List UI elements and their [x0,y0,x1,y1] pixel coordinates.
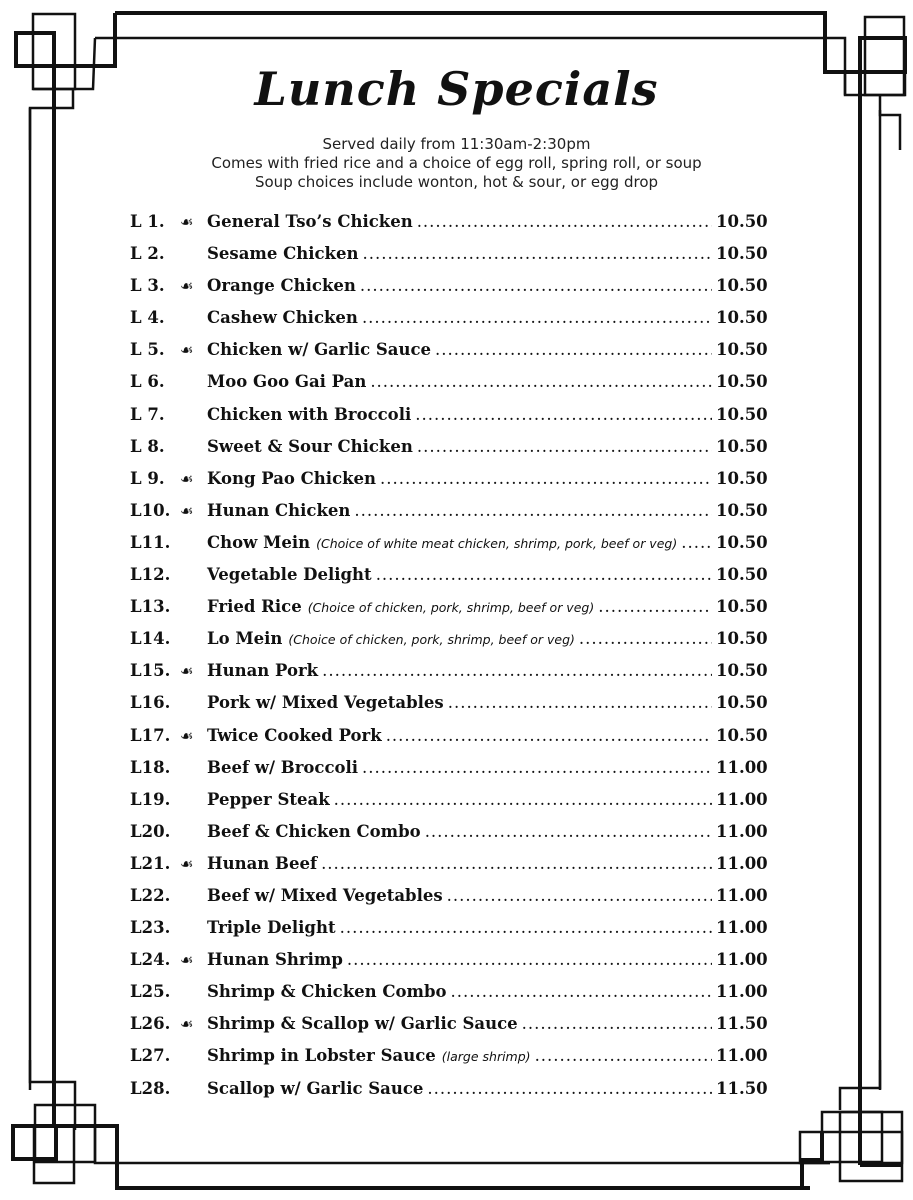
dot-leader [579,629,712,648]
dot-leader [360,276,712,295]
soup-choices-text: Soup choices include wonton, hot & sour, or egg drop [254,173,659,191]
item-code: L 3. [130,276,165,296]
item-price: 10.50 [716,404,768,424]
menu-item [130,1014,766,1046]
dot-leader [340,918,712,937]
menu-item [130,758,766,790]
dot-leader [322,661,712,680]
dot-leader [380,469,712,488]
dot-leader [535,1046,712,1065]
item-price: 10.50 [716,597,768,617]
item-name: Shrimp & Scallop w/ Garlic Sauce [207,1014,518,1034]
item-code: L27. [130,1046,171,1066]
dot-leader [334,790,712,809]
item-note: (Choice of chicken, pork, shrimp, beef or veg) [307,600,595,616]
item-price: 11.00 [716,789,768,809]
item-price: 11.50 [716,1078,768,1098]
menu-item [130,982,766,1014]
item-code: L12. [130,565,171,585]
item-price: 10.50 [716,693,768,713]
menu-item [130,629,766,661]
item-name: Fried Rice [207,597,302,617]
dot-leader [425,822,712,841]
item-note: (Choice of chicken, pork, shrimp, beef or veg) [288,632,575,648]
dot-leader [435,340,712,359]
chili-pepper-icon: ☙ [180,341,194,360]
item-code: L25. [130,982,171,1002]
item-price: 10.50 [716,725,768,745]
item-name: Hunan Shrimp [207,950,343,970]
item-price: 10.50 [716,212,768,231]
menu-item [130,693,766,725]
item-price: 11.00 [716,950,768,970]
item-code: L13. [130,597,171,617]
item-name: Chicken w/ Garlic Sauce [207,340,432,360]
item-code: L 6. [130,372,165,392]
menu-item [130,1046,766,1078]
item-price: 11.00 [716,821,768,841]
menu-item [130,790,766,822]
item-code: L23. [130,918,171,938]
item-code: L26. [130,1014,171,1034]
item-code: L15. [130,661,171,681]
dot-leader [451,982,712,1001]
item-code: L21. [130,853,171,873]
item-name: Sesame Chicken [207,244,359,264]
menu-title: Lunch Specials [254,62,659,116]
item-price: 11.00 [716,853,768,873]
dot-leader [362,244,712,263]
item-code: L 7. [130,404,165,424]
chili-pepper-icon: ☙ [180,854,194,873]
chili-pepper-icon: ☙ [180,277,194,296]
item-code: L18. [130,757,171,777]
item-code: L 2. [130,244,165,264]
item-note: (large shrimp) [441,1049,531,1065]
dot-leader [447,886,712,905]
chili-pepper-icon: ☙ [180,726,194,745]
menu-item [130,565,766,597]
corner-ornament-bottom-left [13,1060,117,1188]
item-name: Beef w/ Mixed Vegetables [207,885,443,905]
dot-leader [415,405,712,424]
dot-leader [417,212,712,231]
dot-leader [598,597,712,616]
item-name: Sweet & Sour Chicken [207,436,413,456]
item-code: L20. [130,821,171,841]
item-price: 10.50 [716,340,768,360]
item-price: 10.50 [716,244,768,264]
item-name: Pepper Steak [207,789,330,809]
item-name: Hunan Beef [207,853,318,873]
chili-pepper-icon: ☙ [180,1015,194,1034]
item-name: Shrimp in Lobster Sauce [207,1046,436,1066]
item-price: 11.00 [716,1046,768,1066]
item-code: L16. [130,693,171,713]
menu-item [130,854,766,886]
item-code: L14. [130,629,171,649]
item-name: Lo Mein [207,629,283,649]
item-code: L24. [130,950,171,970]
item-name: Cashew Chicken [207,308,358,328]
item-price: 10.50 [716,629,768,649]
item-name: Shrimp & Chicken Combo [207,982,447,1002]
dot-leader [522,1014,712,1033]
item-name: Moo Goo Gai Pan [207,372,367,392]
item-price: 10.50 [716,276,768,296]
menu-item [130,437,766,469]
dot-leader [321,854,712,873]
item-price: 11.50 [716,1014,768,1034]
item-price: 10.50 [716,468,768,488]
item-price: 10.50 [716,500,768,520]
item-code: L10. [130,500,171,520]
item-code: L 9. [130,468,165,488]
menu-item [130,918,766,950]
menu-item [130,372,766,404]
menu-item [130,661,766,693]
menu-item [130,501,766,533]
menu-item [130,276,766,308]
dot-leader [386,726,712,745]
chili-pepper-icon: ☙ [180,662,194,681]
item-code: L 4. [130,308,165,328]
dot-leader [354,501,712,520]
dot-leader [370,372,712,391]
dot-leader [347,950,712,969]
menu-item-list [130,212,766,1111]
chili-pepper-icon: ☙ [180,951,194,970]
chili-pepper-icon: ☙ [180,501,194,520]
item-code: L22. [130,885,171,905]
item-code: L28. [130,1078,171,1098]
item-price: 11.00 [716,918,768,938]
menu-item [130,244,766,276]
item-price: 11.00 [716,885,768,905]
item-name: Hunan Chicken [207,500,351,520]
chili-pepper-icon: ☙ [180,213,194,231]
item-price: 10.50 [716,308,768,328]
menu-item [130,469,766,501]
hours-text: Served daily from 11:30am-2:30pm [322,135,591,153]
dot-leader [376,565,712,584]
item-name: Vegetable Delight [207,565,372,585]
item-price: 10.50 [716,565,768,585]
includes-text: Comes with fried rice and a choice of egg roll, spring roll, or soup [211,154,702,172]
item-name: Pork w/ Mixed Vegetables [207,693,444,713]
menu-item [130,1079,766,1111]
item-name: Beef w/ Broccoli [207,757,359,777]
chili-pepper-icon: ☙ [180,469,194,488]
dot-leader [448,693,712,712]
menu-item [130,597,766,629]
dot-leader [681,533,712,552]
menu-item [130,405,766,437]
item-code: L 8. [130,436,165,456]
item-code: L17. [130,725,171,745]
item-code: L11. [130,532,171,552]
item-name: Chow Mein [207,532,311,552]
dot-leader [362,308,712,327]
corner-ornament-bottom-right [800,1060,902,1188]
item-price: 10.50 [716,661,768,681]
menu-item [130,950,766,982]
item-name: Chicken with Broccoli [207,404,412,424]
item-name: Beef & Chicken Combo [207,821,421,841]
item-code: L 1. [130,212,165,231]
item-note: (Choice of white meat chicken, shrimp, pork, beef or veg) [316,535,678,551]
item-name: Scallop w/ Garlic Sauce [207,1078,424,1098]
item-price: 10.50 [716,532,768,552]
item-price: 10.50 [716,372,768,392]
item-code: L19. [130,789,171,809]
item-price: 11.00 [716,982,768,1002]
dot-leader [417,437,712,456]
item-name: Kong Pao Chicken [207,468,377,488]
item-price: 10.50 [716,436,768,456]
menu-item [130,822,766,854]
item-name: Orange Chicken [207,276,356,296]
item-code: L 5. [130,340,165,360]
menu-item [130,886,766,918]
menu-item [130,340,766,372]
item-name: Triple Delight [207,918,336,938]
item-name: Twice Cooked Pork [207,725,382,745]
menu-item [130,533,766,565]
menu-item [130,726,766,758]
dot-leader [362,758,712,777]
item-name: General Tso’s Chicken [207,212,413,231]
dot-leader [427,1079,712,1098]
menu-item [130,308,766,340]
item-price: 11.00 [716,757,768,777]
item-name: Hunan Pork [207,661,319,681]
menu-item [130,212,766,244]
